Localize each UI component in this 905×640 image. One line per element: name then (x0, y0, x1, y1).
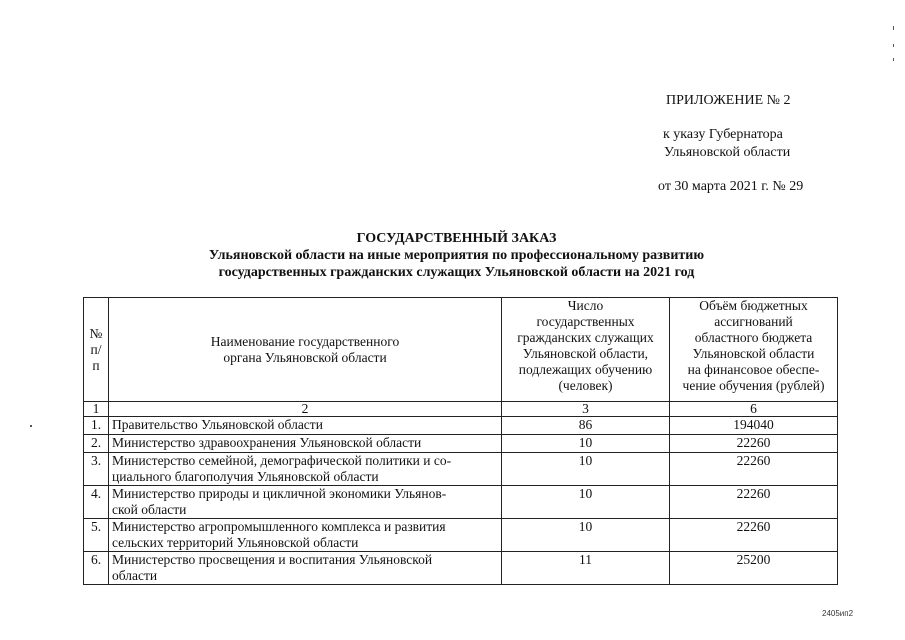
column-index-row (84, 402, 838, 417)
header-number-line-2: п/п (90, 341, 102, 373)
header-budget-line: Ульяновской области (692, 346, 815, 361)
table-row (84, 435, 838, 453)
header-organ-name-line-1: Наименование государственного (210, 333, 400, 349)
table-header-row (84, 298, 838, 402)
row-number: 3. (84, 453, 109, 486)
header-budget (670, 298, 838, 402)
header-organ-name (109, 298, 502, 402)
table-row (84, 486, 838, 519)
row-number: 2. (84, 435, 109, 453)
appendix-date-line: от 30 марта 2021 г. № 29 (658, 179, 804, 194)
document-title: ГОСУДАРСТВЕННЫЙ ЗАКАЗ (356, 231, 557, 246)
header-count-line: государственных (536, 314, 635, 329)
scan-artifact-mark (893, 58, 894, 61)
header-count-line: гражданских служащих (517, 330, 654, 345)
row-organ-name (109, 519, 502, 552)
row-number: 5. (84, 519, 109, 552)
column-index-cell: 2 (109, 402, 502, 417)
row-organ-name-line: Министерство природы и цикличной экономики Ульянов- (112, 486, 447, 501)
header-employee-count (502, 298, 670, 402)
row-employee-count: 10 (502, 435, 670, 453)
row-budget: 25200 (670, 552, 838, 585)
row-employee-count: 10 (502, 453, 670, 486)
row-organ-name-line: Министерство агропромышленного комплекса и развития (112, 519, 446, 534)
header-budget-line: чение обучения (рублей) (682, 378, 825, 393)
row-organ-name (109, 435, 502, 453)
row-employee-count: 11 (502, 552, 670, 585)
row-organ-name-line: циального благополучия Ульяновской области (112, 469, 379, 484)
header-budget-line: областного бюджета (694, 330, 813, 345)
row-number: 4. (84, 486, 109, 519)
appendix-reference-line-2: Ульяновской области (664, 145, 791, 160)
header-budget-line: Объём бюджетных (699, 298, 808, 313)
appendix-reference-line-1: к указу Губернатора (663, 127, 783, 142)
column-index-cell: 1 (84, 402, 109, 417)
header-count-line: (человек) (558, 378, 613, 393)
row-organ-name-line: Министерство просвещения и воспитания Ульяновской (112, 552, 433, 567)
table-row (84, 417, 838, 435)
table-row (84, 552, 838, 585)
table-row (84, 519, 838, 552)
document-subtitle-line-1: Ульяновской области на иные мероприятия по профессиональному развитию (208, 248, 705, 263)
appendix-title: ПРИЛОЖЕНИЕ № 2 (666, 93, 791, 108)
state-order-table (83, 297, 838, 585)
scan-artifact-mark (30, 425, 32, 427)
row-employee-count: 10 (502, 519, 670, 552)
header-count-line: Число (567, 298, 604, 313)
row-organ-name-line: Министерство здравоохранения Ульяновской области (112, 435, 422, 450)
scan-artifact-mark (893, 44, 894, 47)
header-number-line-1: № (89, 325, 103, 341)
header-number (84, 298, 109, 402)
row-organ-name (109, 552, 502, 585)
scan-artifact-mark (893, 26, 894, 30)
header-organ-name-line-2: органа Ульяновской области (223, 349, 387, 365)
row-budget: 22260 (670, 519, 838, 552)
header-count-line: Ульяновской области, (522, 346, 649, 361)
row-budget: 194040 (670, 417, 838, 435)
row-organ-name-line: Министерство семейной, демографической политики и со- (112, 453, 452, 468)
row-budget: 22260 (670, 435, 838, 453)
row-organ-name (109, 486, 502, 519)
row-organ-name (109, 417, 502, 435)
header-budget-line: на финансовое обеспе- (687, 362, 820, 377)
header-count-line: подлежащих обучению (518, 362, 653, 377)
row-budget: 22260 (670, 486, 838, 519)
row-organ-name-line: сельских территорий Ульяновской области (112, 535, 359, 550)
row-budget: 22260 (670, 453, 838, 486)
row-organ-name (109, 453, 502, 486)
row-organ-name-line: Правительство Ульяновской области (112, 417, 323, 432)
table-row (84, 453, 838, 486)
row-number: 1. (84, 417, 109, 435)
row-number: 6. (84, 552, 109, 585)
header-budget-line: ассигнований (714, 314, 793, 329)
page-code: 2405ип2 (822, 609, 854, 618)
row-organ-name-line: ской области (112, 502, 187, 517)
column-index-cell: 6 (670, 402, 838, 417)
column-index-cell: 3 (502, 402, 670, 417)
row-organ-name-line: области (112, 568, 158, 583)
document-subtitle-line-2: государственных гражданских служащих Ульяновской области на 2021 год (218, 265, 695, 280)
row-employee-count: 86 (502, 417, 670, 435)
row-employee-count: 10 (502, 486, 670, 519)
